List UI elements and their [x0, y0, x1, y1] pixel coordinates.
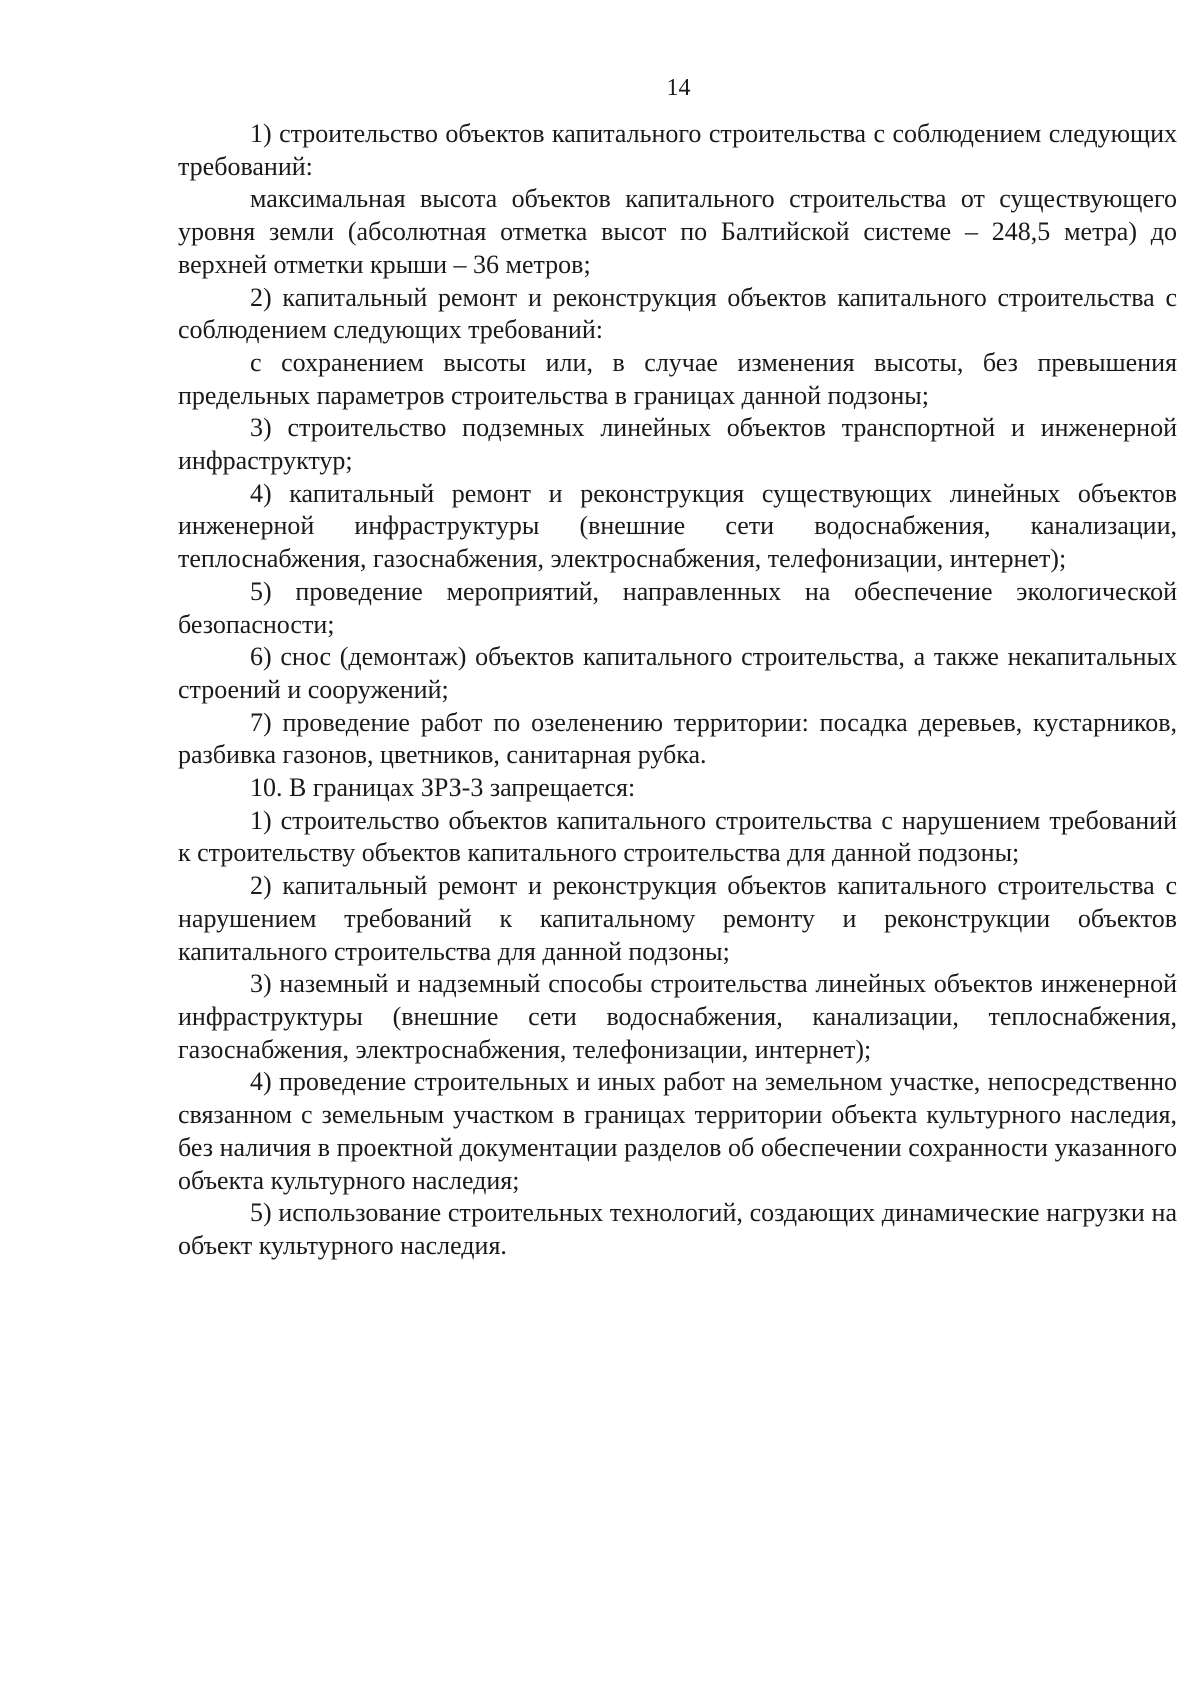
- section-heading: 10. В границах ЗРЗ-3 запрещается:: [250, 773, 636, 803]
- paragraph-1: 1) строительство объектов капитального строительства с соблюдением следующих требований:: [178, 119, 1177, 181]
- document-body: [178, 118, 1177, 1263]
- paragraph-3: 2) капитальный ремонт и реконструкция объектов капитального строительства с соблюдением следующих требований:: [178, 282, 1177, 345]
- paragraph-12: 2) капитальный ремонт и реконструкция объектов капитального строительства с нарушением требований к капитальному ремонту и реконструкции объектов капитального строительства для данной подзоны;: [178, 871, 1177, 966]
- paragraph-11: 1) строительство объектов капитального строительства с нарушением требований к строительству объектов капитального строительства для данной подзоны;: [178, 805, 1177, 868]
- paragraph-6: 4) капитальный ремонт и реконструкция существующих линейных объектов инженерной инфраструктуры (внешние сети водоснабжения, канализации, теплоснабжения, газоснабжения, электроснабжения, телефонизации, интернет);: [178, 478, 1177, 574]
- paragraph-15: 5) использование строительных технологий, создающих динамические нагрузки на объект культурного наследия.: [178, 1198, 1177, 1260]
- paragraph-7: 5) проведение мероприятий, направленных на обеспечение экологической безопасности;: [178, 576, 1177, 639]
- paragraph-4: с сохранением высоты или, в случае изменения высоты, без превышения предельных параметров строительства в границах данной подзоны;: [178, 347, 1177, 410]
- paragraph-9: 7) проведение работ по озеленению территории: посадка деревьев, кустарников, разбивка газонов, цветников, санитарная рубка.: [178, 707, 1177, 770]
- paragraph-14: 4) проведение строительных и иных работ на земельном участке, непосредственно связанном с земельным участком в границах территории объекта культурного наследия, без наличия в проектной документации разделов об обеспечении сохранности указанного объекта культурного наследия;: [178, 1067, 1177, 1195]
- paragraph-5: 3) строительство подземных линейных объектов транспортной и инженерной инфраструктур;: [178, 413, 1177, 476]
- paragraph-13: 3) наземный и надземный способы строительства линейных объектов инженерной инфраструктуры (внешние сети водоснабжения, канализации, теплоснабжения, газоснабжения, электроснабжения, телефонизации, интернет);: [178, 969, 1177, 1064]
- paragraph-8: 6) снос (демонтаж) объектов капитального строительства, а также некапитальных строений и сооружений;: [178, 642, 1177, 704]
- page-number: 14: [666, 75, 691, 101]
- paragraph-2: максимальная высота объектов капитального строительства от существующего уровня земли (абсолютная отметка высот по Балтийской системе – 248,5 метра) до верхней отметки крыши – 36 метров;: [178, 184, 1177, 279]
